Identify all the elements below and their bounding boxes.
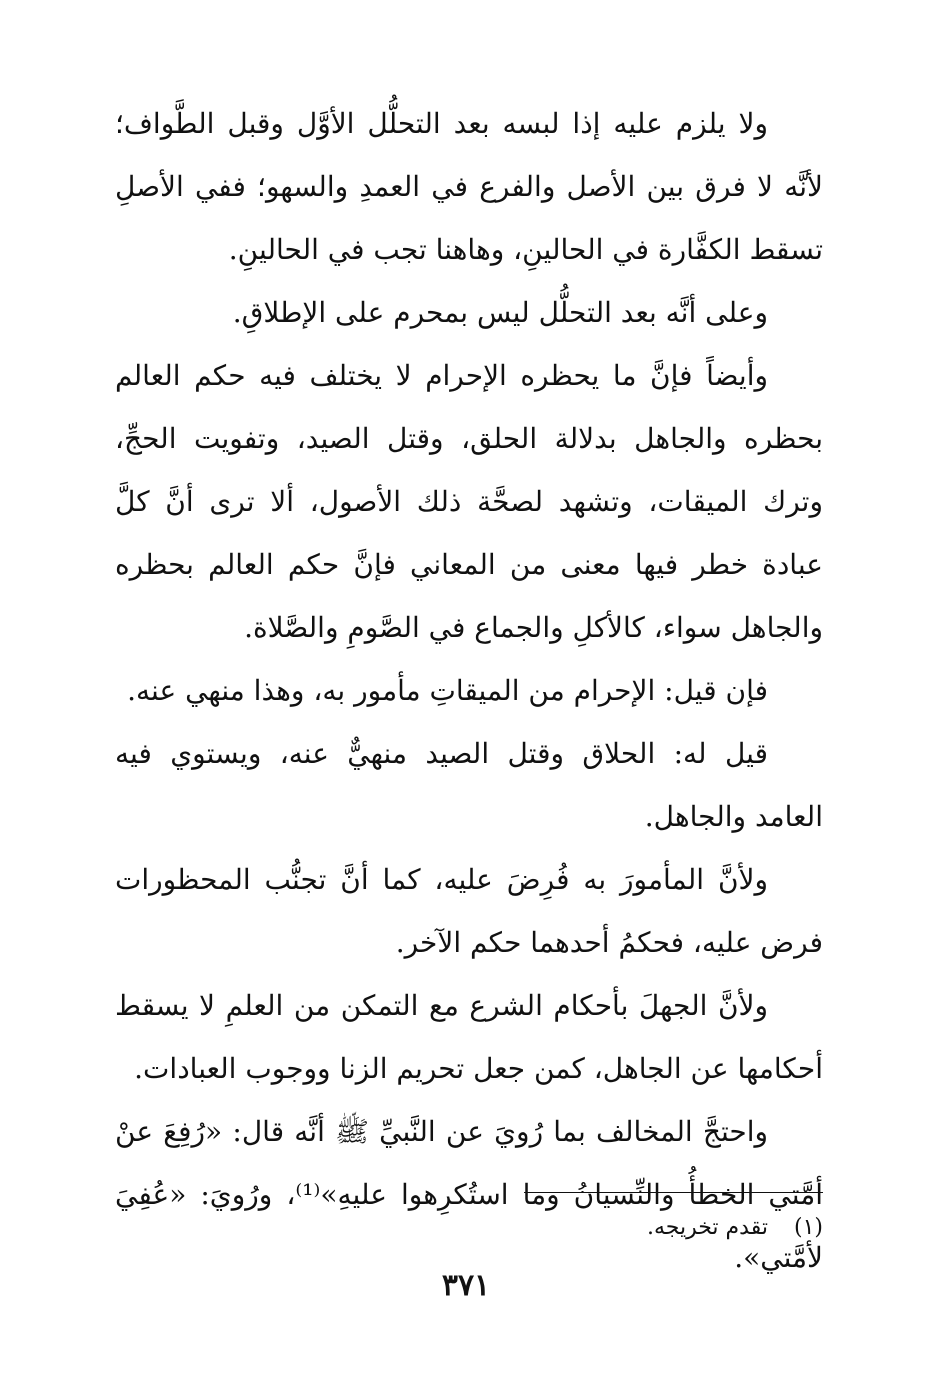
footnote-number: (١) xyxy=(793,1215,823,1240)
page-number: ٣٧١ xyxy=(441,1268,491,1303)
footnote-text: تقدم تخريجه. xyxy=(646,1215,768,1240)
paragraph-2: وعلى أنَّه بعد التحلُّل ليس بمحرم على الإطلاقِ. xyxy=(232,296,768,329)
paragraph-8: واحتجَّ المخالف بما رُويَ عن النَّبيِّ ﷺ أنَّه قال: «رُفِعَ عنْ أمَّتي الخطأُ والنِّسيانُ وما استُكرِهوا عليهِ»⁽¹⁾، ورُويَ: «عُفِيَ لأمَّتي». xyxy=(115,1115,823,1274)
paragraph-3: وأيضاً فإنَّ ما يحظره الإحرام لا يختلف فيه حكم العالم بحظره والجاهل بدلالة الحلق، وقتل الصيد، وتفويت الحجِّ، وترك الميقات، وتشهد لصحَّة ذلك الأصول، ألا ترى أنَّ كلَّ عبادة خطر فيها معنى من المعاني فإنَّ حكم العالم بحظره والجاهل سواء، كالأكلِ والجماع في الصَّومِ والصَّلاة. xyxy=(115,359,823,644)
page-body xyxy=(115,92,823,1289)
paragraph-7: ولأنَّ الجهلَ بأحكام الشرع مع التمكن من العلمِ لا يسقط أحكامها عن الجاهل، كمن جعل تحريم الزنا ووجوب العبادات. xyxy=(115,989,823,1085)
footnote-divider xyxy=(524,1192,823,1193)
paragraph-4: فإن قيل: الإحرام من الميقاتِ مأمور به، وهذا منهي عنه. xyxy=(127,674,768,707)
paragraph-5: قيل له: الحلاق وقتل الصيد منهيٌّ عنه، ويستوي فيه العامد والجاهل. xyxy=(115,737,823,833)
footnote xyxy=(420,1208,823,1248)
paragraph-6: ولأنَّ المأمورَ به فُرِضَ عليه، كما أنَّ تجنُّب المحظورات فرض عليه، فحكمُ أحدهما حكم الآخر. xyxy=(115,863,823,959)
paragraph-1: ولا يلزم عليه إذا لبسه بعد التحلُّل الأوَّل وقبل الطَّواف؛ لأنَّه لا فرق بين الأصل والفرع في العمدِ والسهو؛ ففي الأصلِ تسقط الكفَّارة في الحالينِ، وهاهنا تجب في الحالينِ. xyxy=(115,107,823,266)
